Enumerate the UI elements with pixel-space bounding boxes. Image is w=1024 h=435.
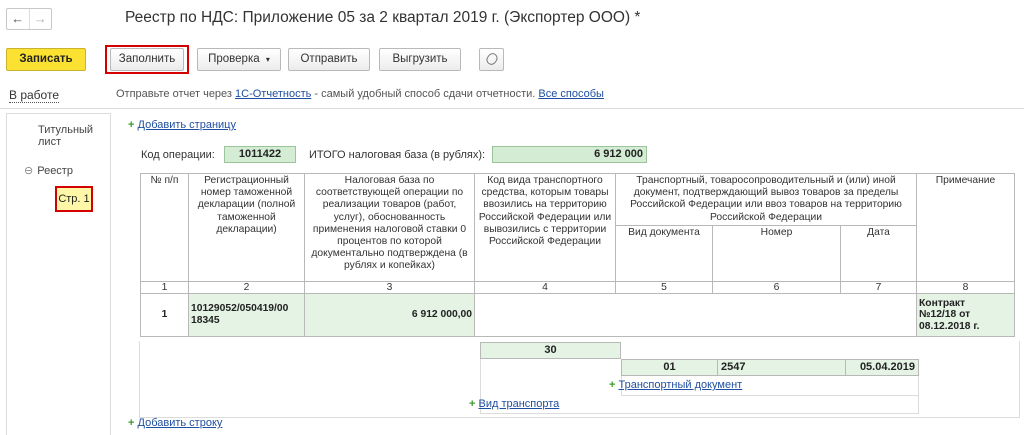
doc-type-cell[interactable]: 01 bbox=[621, 359, 718, 376]
add-transport-type-link[interactable] bbox=[469, 398, 559, 410]
note-line: №12/18 от bbox=[919, 309, 971, 321]
note-line: 08.12.2018 г. bbox=[919, 320, 980, 332]
hint-line bbox=[116, 88, 604, 100]
check-button[interactable] bbox=[197, 48, 281, 71]
add-transport-doc-label: Транспортный документ bbox=[618, 379, 743, 391]
add-page-link[interactable] bbox=[128, 119, 236, 131]
state-link[interactable] bbox=[9, 88, 59, 102]
fill-button[interactable]: Заполнить bbox=[110, 48, 184, 71]
sidebar-item-label: Титульный bbox=[38, 124, 94, 136]
fill-button-highlight bbox=[105, 45, 189, 74]
op-code-field[interactable]: 1011422 bbox=[224, 146, 296, 163]
header-doc-date: Дата bbox=[841, 225, 917, 281]
state-label: В работе bbox=[9, 88, 60, 102]
declaration-line: 10129052/050419/00 bbox=[191, 302, 289, 314]
add-row-label: Добавить строку bbox=[137, 417, 223, 429]
plus-icon: + bbox=[609, 379, 616, 391]
nested2-border-bottom bbox=[480, 413, 919, 414]
column-number: 5 bbox=[616, 281, 713, 293]
sidebar-left-border bbox=[6, 113, 7, 435]
add-page-label: Добавить страницу bbox=[137, 119, 236, 131]
nested3-border-right bbox=[918, 376, 919, 396]
total-field[interactable]: 6 912 000 bbox=[492, 146, 647, 163]
plus-icon: + bbox=[128, 417, 135, 429]
sidebar-item-page-1[interactable]: Стр. 1 bbox=[55, 186, 93, 212]
column-number: 8 bbox=[917, 281, 1015, 293]
sidebar-divider bbox=[110, 113, 111, 435]
column-number: 3 bbox=[305, 281, 475, 293]
page-title: Реестр по НДС: Приложение 05 за 2 квартал 2019 г. (Экспортер ООО) * bbox=[125, 9, 641, 26]
doc-number-cell[interactable]: 2547 bbox=[717, 359, 846, 376]
add-transport-type-label: Вид транспорта bbox=[478, 398, 560, 410]
header-number: № п/п bbox=[141, 174, 189, 282]
hint-all-methods-link[interactable]: Все способы bbox=[538, 88, 604, 100]
plus-icon: + bbox=[469, 398, 476, 410]
transport-code-cell[interactable]: 30 bbox=[480, 342, 621, 359]
save-button[interactable]: Записать bbox=[6, 48, 86, 71]
empty-cell bbox=[475, 293, 917, 336]
nested-border-left bbox=[139, 341, 140, 418]
forward-arrow-icon[interactable]: → bbox=[29, 9, 52, 29]
column-number: 4 bbox=[475, 281, 616, 293]
column-number: 6 bbox=[713, 281, 841, 293]
sidebar-item-title-page[interactable] bbox=[38, 124, 93, 148]
row-number: 1 bbox=[141, 293, 189, 336]
sidebar-item-registry[interactable] bbox=[24, 164, 73, 177]
history-nav bbox=[6, 8, 52, 30]
header-doc-number: Номер bbox=[713, 225, 841, 281]
header-doc-type: Вид документа bbox=[616, 225, 713, 281]
note-line: Контракт bbox=[919, 297, 966, 309]
column-number: 7 bbox=[841, 281, 917, 293]
add-transport-doc-link[interactable] bbox=[609, 379, 742, 391]
check-button-label: Проверка bbox=[208, 53, 260, 65]
nested3-border-bottom bbox=[621, 395, 919, 396]
back-arrow-icon[interactable]: ← bbox=[11, 11, 25, 26]
doc-date-cell[interactable]: 05.04.2019 bbox=[845, 359, 919, 376]
send-button[interactable]: Отправить bbox=[288, 48, 370, 71]
sidebar-item-label: лист bbox=[38, 136, 62, 148]
attach-button[interactable] bbox=[479, 48, 504, 71]
nested-border-bottom bbox=[139, 417, 1020, 418]
declaration-cell[interactable] bbox=[189, 293, 305, 336]
collapse-icon[interactable]: ⊖ bbox=[24, 165, 34, 177]
total-label: ИТОГО налоговая база (в рублях): bbox=[309, 149, 486, 161]
sidebar-item-label: Реестр bbox=[37, 165, 73, 177]
declaration-line: 18345 bbox=[191, 314, 220, 326]
header-declaration: Регистрационный номер таможенной декларации (полной таможенной декларации) bbox=[189, 174, 305, 282]
header-tax-base: Налоговая база по соответствующей операции по реализации товаров (работ, услуг), обоснованность применения налоговой ставки 0 процентов по которой документально подтверждена (в рублях и копейках) bbox=[305, 174, 475, 282]
column-number: 2 bbox=[189, 281, 305, 293]
registry-table bbox=[140, 173, 1015, 337]
header-transport-code: Код вида транспортного средства, которым товары ввозились на территорию Российской Федерации или вывозились с территории Российской Федерации bbox=[475, 174, 616, 282]
header-note: Примечание bbox=[917, 174, 1015, 282]
header-transport-document: Транспортный, товаросопроводительный и (или) иной документ, подтверждающий вывоз товаров за пределы Российской Федерации или ввоз товаров на территорию Российской Федерации bbox=[616, 174, 917, 226]
paperclip-icon bbox=[484, 51, 499, 67]
divider bbox=[0, 108, 1024, 109]
hint-mid: - самый удобный способ сдачи отчетности. bbox=[311, 88, 539, 100]
op-code-label: Код операции: bbox=[141, 149, 215, 161]
nested-border-right bbox=[1019, 341, 1020, 418]
sidebar-top-border bbox=[6, 113, 110, 114]
note-cell[interactable] bbox=[917, 293, 1015, 336]
hint-prefix: Отправьте отчет через bbox=[116, 88, 236, 100]
chevron-down-icon: ▾ bbox=[265, 55, 270, 64]
hint-1c-link[interactable]: 1С-Отчетность bbox=[235, 88, 312, 100]
upload-button[interactable]: Выгрузить bbox=[379, 48, 461, 71]
plus-icon: + bbox=[128, 119, 135, 131]
add-row-link[interactable] bbox=[128, 417, 222, 429]
table-row bbox=[141, 293, 1015, 336]
tax-base-cell[interactable]: 6 912 000,00 bbox=[305, 293, 475, 336]
column-number: 1 bbox=[141, 281, 189, 293]
